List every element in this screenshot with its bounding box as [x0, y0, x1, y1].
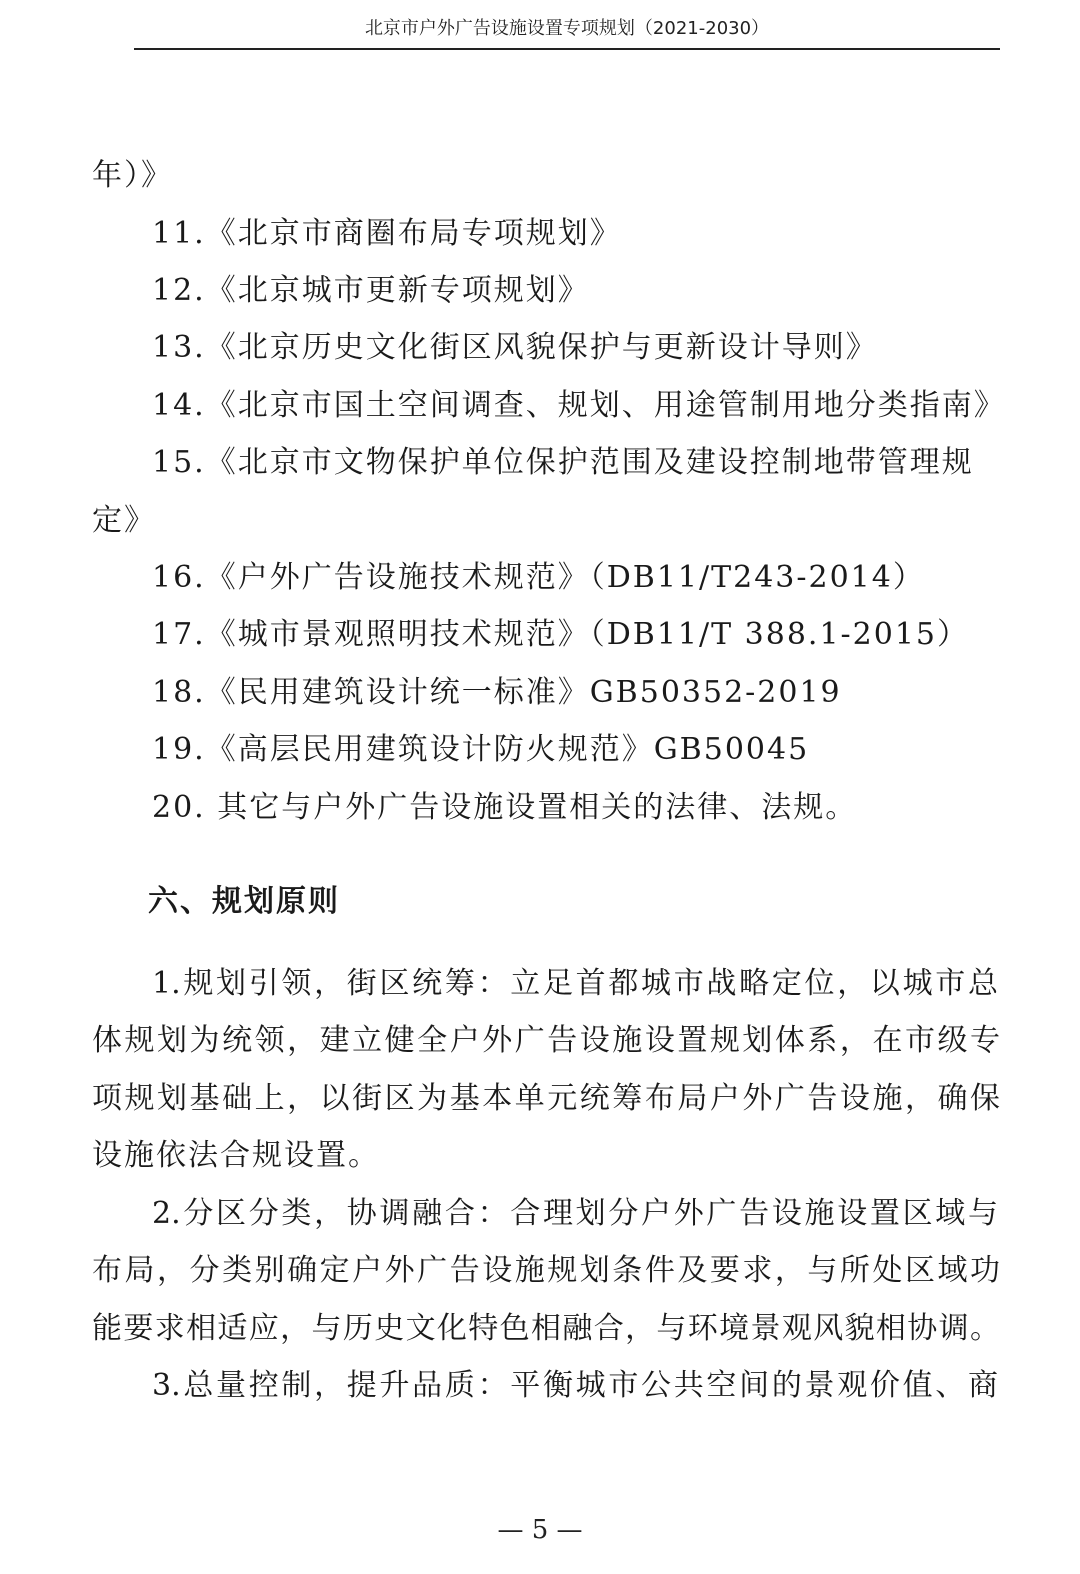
- paragraph-line: 1.规划引领，街区统筹：立足首都城市战略定位，以城市总: [152, 966, 998, 1001]
- reference-text: 《北京历史文化街区风貌保护与更新设计导则》: [205, 330, 878, 365]
- reference-item: [152, 786, 857, 830]
- reference-item: [152, 556, 925, 600]
- reference-item: [152, 671, 842, 715]
- paragraph-line: 设施依法合规设置。: [92, 1138, 380, 1173]
- paragraph-line: 项规划基础上，以街区为基本单元统筹布局户外广告设施，确保: [92, 1081, 1000, 1116]
- section-heading: 六、规划原则: [148, 884, 340, 919]
- reference-text: 《民用建筑设计统一标准》GB50352-2019: [205, 675, 842, 710]
- reference-item: [152, 212, 622, 256]
- reference-number: 19.: [152, 732, 206, 767]
- reference-item: [152, 326, 878, 370]
- reference-text: 《高层民用建筑设计防火规范》GB50045: [205, 732, 810, 767]
- reference-number: 12.: [152, 273, 206, 308]
- paragraph-line: 能要求相适应，与历史文化特色相融合，与环境景观风貌相协调。: [92, 1311, 1000, 1346]
- reference-item: [152, 384, 1006, 428]
- reference-number: 20.: [152, 790, 206, 825]
- page-number: — 5 —: [497, 1515, 583, 1545]
- reference-text: 《北京城市更新专项规划》: [205, 273, 590, 308]
- paragraph-line: 体规划为统领，建立健全户外广告设施设置规划体系，在市级专: [92, 1023, 1000, 1058]
- reference-item: [152, 728, 809, 772]
- running-header: 北京市户外广告设施设置专项规划（2021-2030）: [134, 16, 1000, 50]
- reference-text: 《北京市商圈布局专项规划》: [205, 216, 622, 251]
- reference-number: 17.: [152, 617, 206, 652]
- reference-item-continuation: 定》: [92, 503, 156, 538]
- reference-text: 《北京市文物保护单位保护范围及建设控制地带管理规: [205, 445, 974, 480]
- reference-item: [152, 441, 974, 485]
- reference-number: 15.: [152, 445, 206, 480]
- reference-text: 其它与户外广告设施设置相关的法律、法规。: [217, 790, 858, 825]
- reference-item: [152, 269, 590, 313]
- paragraph-line: 3.总量控制，提升品质：平衡城市公共空间的景观价值、商: [152, 1368, 998, 1403]
- reference-number: 13.: [152, 330, 206, 365]
- reference-text: 《城市景观照明技术规范》（DB11/T 388.1-2015）: [205, 617, 970, 652]
- reference-number: 11.: [152, 216, 206, 251]
- continuation-line: 年）》: [92, 158, 173, 193]
- paragraph-line: 布局，分类别确定户外广告设施规划条件及要求，与所处区域功: [92, 1253, 1000, 1288]
- paragraph-line: 2.分区分类，协调融合：合理划分户外广告设施设置区域与: [152, 1196, 998, 1231]
- reference-number: 14.: [152, 388, 206, 423]
- reference-item: [152, 613, 969, 657]
- reference-text: 《北京市国土空间调查、规划、用途管制用地分类指南》: [205, 388, 1006, 423]
- reference-number: 16.: [152, 560, 206, 595]
- reference-text: 《户外广告设施技术规范》（DB11/T243-2014）: [205, 560, 925, 595]
- reference-number: 18.: [152, 675, 206, 710]
